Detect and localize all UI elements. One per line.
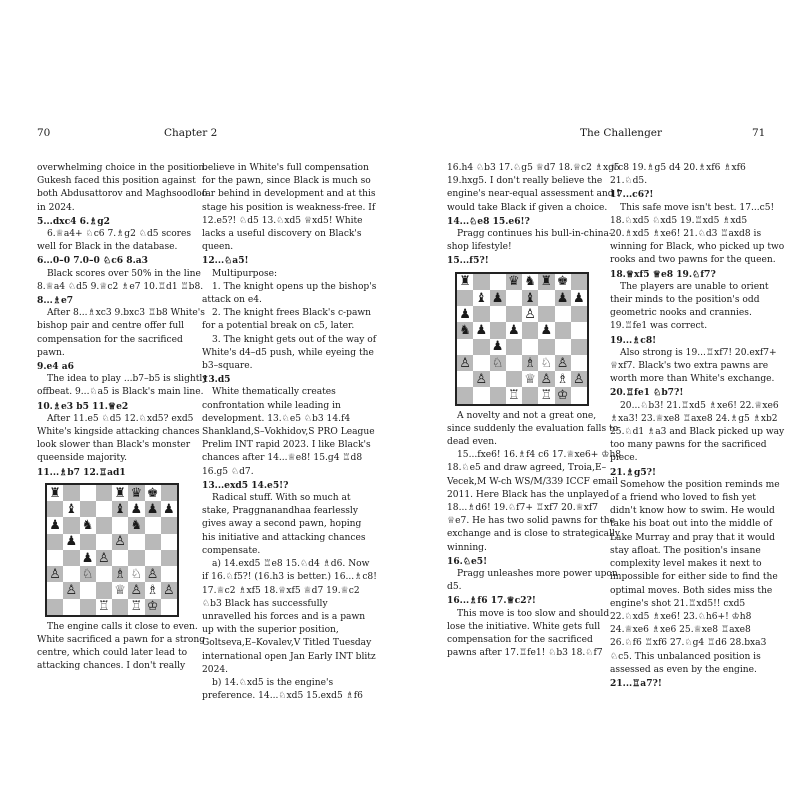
board-square (457, 371, 473, 387)
board-square (96, 517, 112, 533)
board-square (96, 550, 112, 566)
black-king-icon: ♚ (556, 274, 569, 290)
white-pawn-icon: ♙ (163, 583, 175, 598)
board-square (80, 582, 96, 598)
white-king-icon: ♔ (556, 388, 569, 403)
white-rook-icon: ♖ (540, 388, 553, 403)
board-square (63, 501, 79, 517)
board-square (571, 339, 587, 355)
paragraph: a) 14.exd5 ♖e8 15.♘d4 ♗d6. Now if 16.♘f5?! (16.h3 is better.) 16...♗c8! 17.♕c2 ♗xf5 18.♕xf5 ♕d7 19.♕c2 ♘b3 Black has successfully unravelled his forces and is a pawn up with the superior position, Goltseva,E–Kovalev,V Titled Tuesday international open Jan Early INT blitz 2024. (202, 559, 377, 675)
left-column-2 (202, 162, 377, 703)
move-heading: 21.♗g5?! (610, 466, 656, 478)
board-square (112, 550, 128, 566)
board-square (522, 306, 538, 322)
text-block (447, 162, 622, 268)
text-block (37, 162, 212, 479)
white-knight-icon: ♘ (130, 566, 143, 582)
black-bishop-icon: ♝ (114, 501, 126, 517)
paragraph: This move is too slow and should lose the initiative. White gets full compensation for the sacrificed pawns after 17.♖fe1! ♘b3 18.♘f7 (447, 608, 610, 659)
white-pawn-icon: ♙ (573, 371, 585, 387)
board-square (128, 517, 144, 533)
right-column-2 (610, 162, 785, 690)
white-pawn-icon: ♙ (146, 566, 159, 582)
board-square (506, 339, 522, 355)
chapter-header: Chapter 2 (164, 127, 218, 139)
board-square (571, 322, 587, 338)
paragraph: After 11.e5 ♘d5 12.♘xd5? exd5 White's kingside attacking chances look slower than Black's monster queenside majority. (37, 413, 200, 464)
board-square (538, 290, 554, 306)
white-rook-icon: ♖ (98, 599, 110, 615)
white-queen-icon: ♕ (114, 583, 126, 598)
board-square (96, 534, 112, 550)
board-square (145, 501, 161, 517)
paragraph: This safe move isn't best. 17...c5! 18.♘xd5 ♘xd5 19.♖xd5 ♗xd5 20.♗xd5 ♗xe6! 21.♘d3 ♖axd8 is winning for Black, who picked up two rooks and two pawns for the queen. (610, 202, 785, 266)
white-knight-icon: ♘ (491, 355, 504, 371)
text-block (610, 162, 785, 690)
board-square (63, 582, 79, 598)
white-pawn-icon: ♙ (130, 583, 143, 598)
white-pawn-icon: ♙ (98, 550, 110, 566)
paragraph: ♕c8 19.♗g5 d4 20.♗xf6 ♗xf6 21.♘d5. (610, 163, 746, 187)
board-square (112, 517, 128, 533)
board-square (555, 339, 571, 355)
move-heading: 9.e4 a6 (37, 361, 74, 373)
board-square (128, 582, 144, 598)
black-knight-icon: ♞ (524, 274, 536, 290)
board-square (112, 599, 128, 615)
board-square (571, 306, 587, 322)
board-square (96, 582, 112, 598)
board-square (161, 534, 177, 550)
board-square (457, 322, 473, 338)
paragraph: 2. The knight frees Black's c-pawn for a potential break on c5, later. (202, 308, 372, 332)
board-square (128, 599, 144, 615)
paragraph: b) 14.♘xd5 is the engine's preference. 14...♘xd5 15.exd5 ♗f6 (202, 677, 363, 702)
board-square (47, 550, 63, 566)
white-knight-icon: ♘ (540, 355, 553, 371)
board-square (522, 387, 538, 403)
black-pawn-icon: ♟ (81, 550, 94, 566)
move-heading: 13.d5 (202, 374, 231, 386)
board-square (490, 322, 506, 338)
board-square (161, 582, 177, 598)
board-square (538, 274, 554, 290)
move-heading: 15...f5?! (447, 255, 489, 267)
board-square (473, 322, 489, 338)
board-square (538, 306, 554, 322)
board-square (506, 290, 522, 306)
board-square (538, 387, 554, 403)
move-heading: 17...c6?! (610, 189, 654, 201)
board-square (522, 371, 538, 387)
board-square (473, 387, 489, 403)
board-square (145, 582, 161, 598)
text-block (37, 621, 212, 674)
board-square (145, 566, 161, 582)
black-pawn-icon: ♟ (475, 323, 488, 338)
white-knight-icon: ♘ (81, 566, 94, 582)
board-square (63, 517, 79, 533)
board-square (145, 517, 161, 533)
white-rook-icon: ♖ (508, 388, 520, 403)
board-square (490, 339, 506, 355)
board-square (161, 566, 177, 582)
black-pawn-icon: ♟ (573, 290, 585, 306)
board-square (145, 485, 161, 501)
board-square (47, 566, 63, 582)
board-square (80, 566, 96, 582)
board-square (571, 290, 587, 306)
black-bishop-icon: ♝ (475, 290, 488, 306)
black-rook-icon: ♜ (459, 274, 471, 290)
paragraph: 20...♘b3! 21.♖xd5 ♗xe6! 22.♕xe6 ♗xa3! 23.♕xe8 ♖axe8 24.♗g5 ♗xb2 25.♘d1 ♗a3 and Black picked up way too many pawns for the sacrificed piece. (610, 400, 785, 464)
board-square (96, 485, 112, 501)
board-square (555, 371, 571, 387)
white-bishop-icon: ♗ (556, 371, 569, 387)
board-square (522, 274, 538, 290)
black-pawn-icon: ♟ (540, 323, 553, 338)
page-number: 71 (752, 127, 766, 139)
paragraph: 3. The knight gets out of the way of White's d4–d5 push, while eyeing the b3–square. (202, 334, 377, 372)
black-pawn-icon: ♟ (556, 290, 569, 306)
white-rook-icon: ♖ (130, 599, 143, 615)
white-pawn-icon: ♙ (65, 583, 78, 598)
board-square (80, 550, 96, 566)
board-square (490, 290, 506, 306)
move-heading: 18.♕xf5 ♕e8 19.♘f7? (610, 268, 716, 280)
board-square (47, 599, 63, 615)
board-square (473, 290, 489, 306)
move-heading: 11...♗b7 12.♖ad1 (37, 466, 126, 478)
white-king-icon: ♔ (146, 599, 159, 615)
move-heading: 10.♗e3 b5 11.♕e2 (37, 400, 129, 412)
board-square (538, 339, 554, 355)
move-heading: 19...♗c8! (610, 334, 657, 346)
black-pawn-icon: ♟ (65, 534, 78, 550)
board-square (473, 339, 489, 355)
board-square (47, 517, 63, 533)
board-square (571, 371, 587, 387)
black-pawn-icon: ♟ (163, 501, 175, 517)
paragraph: Also strong is 19...♖xf7! 20.exf7+ ♕xf7. Black's two extra pawns are worth more than White's exchange. (610, 347, 777, 385)
board-square (145, 599, 161, 615)
chess-diagram (45, 483, 179, 617)
chess-diagram (455, 272, 589, 406)
black-pawn-icon: ♟ (508, 323, 520, 338)
board-square (161, 550, 177, 566)
board-square (457, 306, 473, 322)
paragraph: Pragg continues his bull-in-china-shop lifestyle! (447, 229, 612, 253)
board-square (63, 550, 79, 566)
paragraph: The engine calls it close to even. White sacrificed a pawn for a strong centre, which could later lead to attacking chances. I don't really (37, 621, 206, 672)
black-knight-icon: ♞ (81, 518, 94, 533)
left-column-1 (37, 162, 212, 674)
board-square (47, 582, 63, 598)
board-square (80, 599, 96, 615)
move-heading: 8...♗e7 (37, 295, 74, 307)
paragraph: Pragg unleashes more power upon d5. (447, 569, 618, 593)
board-square (128, 501, 144, 517)
board-square (490, 274, 506, 290)
board-square (63, 485, 79, 501)
black-pawn-icon: ♟ (459, 306, 471, 322)
board-square (538, 322, 554, 338)
white-bishop-icon: ♗ (114, 566, 126, 582)
board-square (47, 501, 63, 517)
board-square (555, 322, 571, 338)
paragraph: Multipurpose: (212, 268, 278, 279)
board-square (522, 339, 538, 355)
board-square (555, 290, 571, 306)
board-square (506, 322, 522, 338)
page-number: 70 (37, 127, 51, 139)
board-square (490, 355, 506, 371)
move-heading: 20.♖fe1 ♘b7?! (610, 387, 684, 399)
board-square (96, 566, 112, 582)
board-square (161, 599, 177, 615)
paragraph: 6.♕a4+ ♘c6 7.♗g2 ♘d5 scores well for Black in the database. (37, 229, 192, 253)
white-bishop-icon: ♗ (146, 583, 159, 598)
text-block (447, 410, 622, 661)
board-square (47, 485, 63, 501)
black-bishop-icon: ♝ (65, 501, 78, 517)
board-square (473, 274, 489, 290)
board-square (490, 387, 506, 403)
black-queen-icon: ♛ (508, 274, 520, 290)
white-pawn-icon: ♙ (459, 355, 471, 371)
paragraph: 15...fxe6! 16.♗f4 c6 17.♕xe6+ ♔h8 18.♘e5 and draw agreed, Troia,E–Vecek,M W-ch WS/M/339 ICCF email 2011. Here Black has the unplayed 18...♗d6! 19.♘f7+ ♖xf7 20.♕xf7 ♕e7. He has two solid pawns for the exchange and is close to strategically winning. (447, 450, 622, 553)
board-square (457, 339, 473, 355)
white-queen-icon: ♕ (524, 371, 536, 387)
move-heading: 12...♘a5! (202, 255, 249, 267)
board-square (63, 599, 79, 615)
board-square (112, 534, 128, 550)
black-rook-icon: ♜ (49, 485, 61, 501)
move-heading: 16...♗f6 17.♕c2?! (447, 595, 536, 607)
black-knight-icon: ♞ (130, 518, 143, 533)
board-square (161, 517, 177, 533)
move-heading: 5...dxc4 6.♗g2 (37, 215, 110, 227)
board-square (506, 306, 522, 322)
board-square (80, 534, 96, 550)
move-heading: 13...exd5 14.e5!? (202, 479, 289, 491)
board-square (128, 534, 144, 550)
paragraph: White thematically creates confrontation while leading in development. 13.♘e5 ♘b3 14.f4 Shankland,S–Vokhidov,S PRO League Prelim INT rapid 2023. I like Black's chances after 14...♕e8! 15.g4 ♖d8 16.g5 ♘d7. (202, 387, 375, 477)
paragraph: The idea to play ...b7–b5 is slightly offbeat. 9...♘a5 is Black's main line. (37, 374, 208, 398)
black-pawn-icon: ♟ (491, 290, 504, 306)
black-pawn-icon: ♟ (49, 518, 61, 533)
board-square (112, 485, 128, 501)
board-square (128, 550, 144, 566)
white-bishop-icon: ♗ (524, 355, 536, 371)
white-pawn-icon: ♙ (540, 371, 553, 387)
black-pawn-icon: ♟ (491, 339, 504, 355)
paragraph: 1. The knight opens up the bishop's attack on e4. (202, 281, 377, 306)
board-square (80, 517, 96, 533)
board-square (63, 534, 79, 550)
paragraph: The players are unable to orient their minds to the position's odd geometric nooks and crannies. 19.♖fe1 was correct. (610, 281, 769, 332)
text-block (202, 162, 377, 703)
black-pawn-icon: ♟ (130, 501, 143, 517)
board-square (128, 566, 144, 582)
black-bishop-icon: ♝ (524, 290, 536, 306)
board-square (522, 355, 538, 371)
board-square (555, 355, 571, 371)
board-square (571, 355, 587, 371)
black-knight-icon: ♞ (459, 323, 471, 338)
board-square (473, 306, 489, 322)
board-square (457, 290, 473, 306)
board-square (80, 485, 96, 501)
paragraph: Radical stuff. With so much at stake, Praggnanandhaa fearlessly gives away a second pawn, hoping his initiative and attacking chances compensate. (202, 493, 366, 556)
board-square (145, 534, 161, 550)
paragraph: 16.h4 ♘b3 17.♘g5 ♕d7 18.♕c2 ♗xg5 19.hxg5. I don't really believe the engine's near-equal assessment and I would take Black if given a choice. (447, 163, 621, 213)
paragraph: overwhelming choice in the position. Gukesh faced this position against both Abdusattorov and Maghsoodloo in 2024. (37, 163, 208, 213)
black-king-icon: ♚ (146, 485, 159, 501)
board-square (457, 274, 473, 290)
board-square (128, 485, 144, 501)
move-heading: 21...♖a7?! (610, 677, 662, 689)
board-square (457, 387, 473, 403)
board-square (473, 371, 489, 387)
board-square (506, 355, 522, 371)
board-square (555, 387, 571, 403)
board-square (96, 501, 112, 517)
paragraph: After 8...♗xc3 9.bxc3 ♖b8 White's bishop pair and centre offer full compensation for the sacrificed pawn. (37, 308, 205, 358)
board-square (506, 387, 522, 403)
white-pawn-icon: ♙ (49, 566, 61, 582)
move-heading: 14...♘e8 15.e6!? (447, 215, 530, 227)
paragraph: A novelty and not a great one, since suddenly the evaluation falls to dead even. (447, 410, 619, 448)
white-pawn-icon: ♙ (524, 306, 536, 322)
white-pawn-icon: ♙ (556, 355, 569, 371)
board-square (538, 371, 554, 387)
board-square (522, 290, 538, 306)
black-pawn-icon: ♟ (146, 501, 159, 517)
board-square (96, 599, 112, 615)
board-square (490, 306, 506, 322)
black-rook-icon: ♜ (540, 274, 553, 290)
board-square (112, 566, 128, 582)
board-square (506, 274, 522, 290)
white-pawn-icon: ♙ (475, 371, 488, 387)
right-column-1 (447, 162, 622, 660)
board-square (63, 566, 79, 582)
board-square (80, 501, 96, 517)
board-square (522, 322, 538, 338)
board-square (473, 355, 489, 371)
black-queen-icon: ♛ (130, 485, 143, 501)
move-heading: 16.♘e5! (447, 555, 488, 567)
board-square (538, 355, 554, 371)
board-square (555, 306, 571, 322)
board-square (555, 274, 571, 290)
board-square (112, 501, 128, 517)
board-square (490, 371, 506, 387)
board-square (47, 534, 63, 550)
paragraph: believe in White's full compensation for the pawn, since Black is much so far behind in development and at this stage his position is weakness-free. If 12.e5?! ♘d5 13.♘xd5 ♕xd5! White lacks a useful discovery on Black's queen. (202, 163, 376, 253)
board-square (571, 387, 587, 403)
chapter-header: The Challenger (580, 127, 663, 139)
board-square (571, 274, 587, 290)
right-page (400, 0, 800, 800)
board-square (457, 355, 473, 371)
board-square (506, 371, 522, 387)
paragraph: Black scores over 50% in the line 8.♕a4 ♘d5 9.♕c2 ♗e7 10.♖d1 ♖b8. (37, 268, 204, 292)
white-pawn-icon: ♙ (114, 534, 126, 550)
move-heading: 6...0–0 7.0–0 ♘c6 8.a3 (37, 255, 148, 267)
board-square (145, 550, 161, 566)
black-rook-icon: ♜ (114, 485, 126, 501)
board-square (161, 485, 177, 501)
board-square (161, 501, 177, 517)
paragraph: Somehow the position reminds me of a friend who loved to fish yet didn't know how to swim. He would take his boat out into the middle of Lake Murray and pray that it would stay afloat. The position's insane complexity level makes it next to impossible for either side to find the optimal moves. Both sides miss the engine's shot 21.♖xd5!! cxd5 22.♘xd5 ♗xe6! 23.♘h6+! ♔h8 24.♕xe6 ♗xe6 25.♕xe8 ♖axe8 26.♘f6 ♖xf6 27.♘g4 ♖d6 28.bxa3 ♘c5. This unbalanced position is assessed as even by the engine. (610, 479, 780, 675)
board-square (112, 582, 128, 598)
